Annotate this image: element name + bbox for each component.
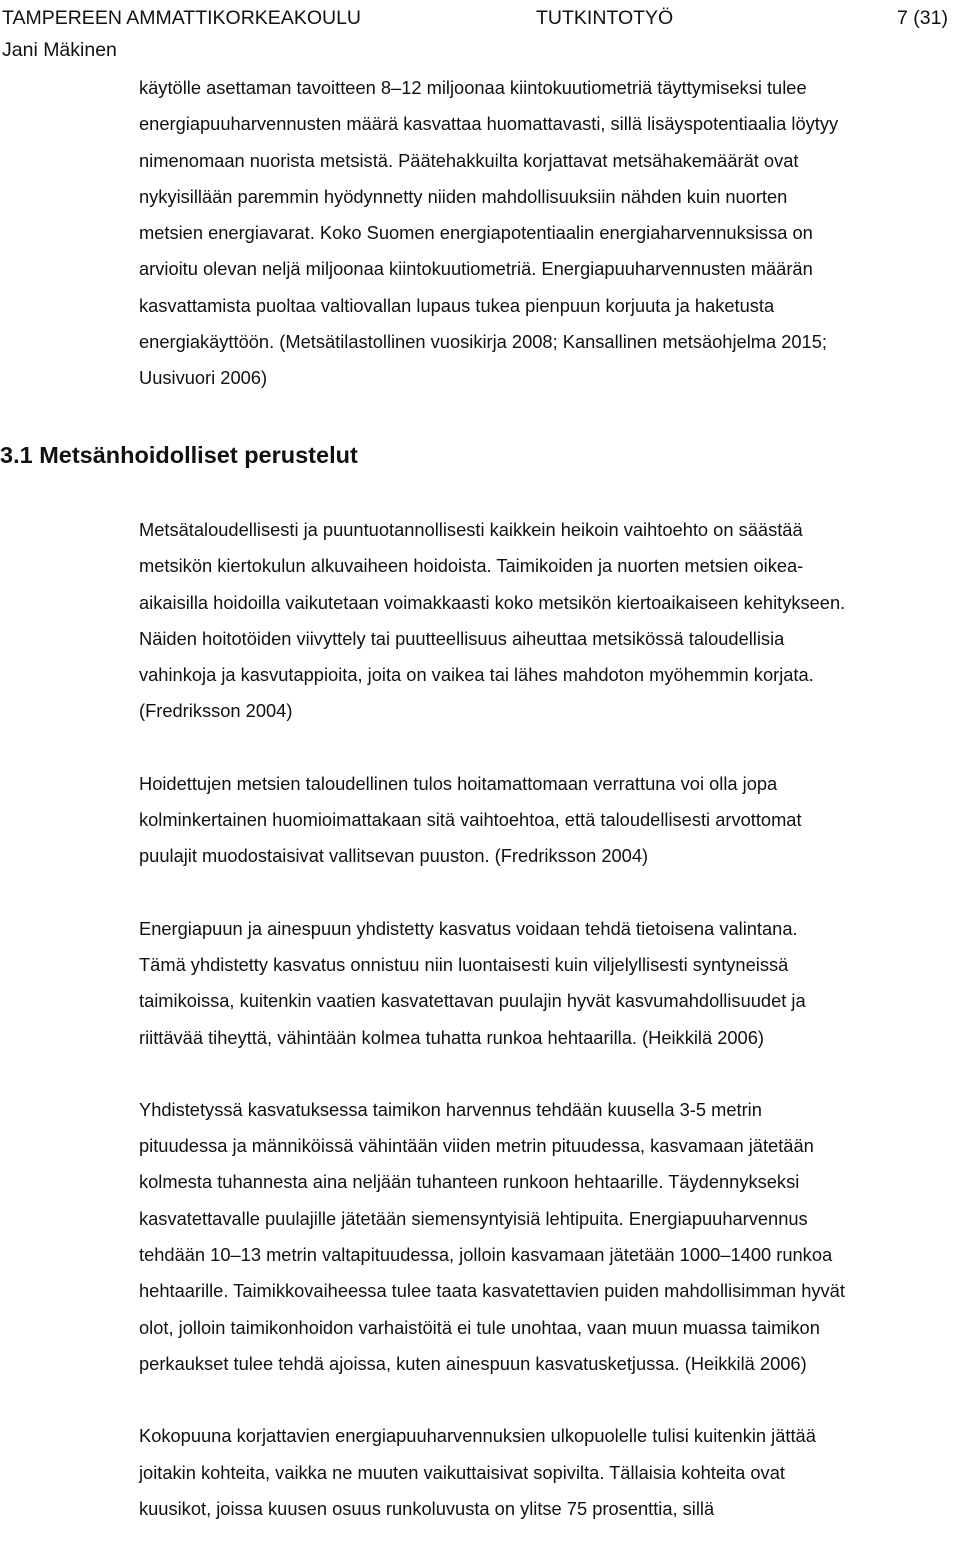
- text-line: kolminkertainen huomioimattakaan sitä vaihtoehtoa, että taloudellisesti arvottomat: [139, 809, 802, 831]
- text-line: tehdään 10–13 metrin valtapituudessa, jolloin kasvamaan jätetään 1000–1400 runkoa: [139, 1244, 833, 1266]
- text-line: aikaisilla hoidoilla vaikutetaan voimakkaasti koko metsikön kiertoaikaiseen kehitykseen.: [139, 591, 846, 613]
- text-line: nimenomaan nuorista metsistä. Päätehakkuilta korjattavat metsähakemäärät ovat: [139, 149, 799, 171]
- intro-paragraph: [139, 70, 954, 397]
- text-line: Näiden hoitotöiden viivyttely tai puutteellisuus aiheuttaa metsikössä taloudellisia: [139, 627, 785, 649]
- text-line: perkaukset tulee tehdä ajoissa, kuten ainespuun kasvatusketjussa. (Heikkilä 2006): [139, 1352, 807, 1374]
- header-row: [2, 2, 958, 34]
- text-line: energiapuuharvennusten määrä kasvattaa huomattavasti, sillä lisäyspotentiaalia löytyy: [139, 113, 839, 135]
- text-line: kuusikot, joissa kuusen osuus runkoluvusta on ylitse 75 prosenttia, sillä: [139, 1497, 715, 1519]
- text-line: (Fredriksson 2004): [139, 700, 293, 722]
- text-line: hehtaarille. Taimikkovaiheessa tulee taata kasvatettavien puiden mahdollisimman hyvät: [139, 1280, 845, 1302]
- document-type: TUTKINTOTYÖ: [536, 7, 674, 29]
- text-line: energiakäyttöön. (Metsätilastollinen vuosikirja 2008; Kansallinen metsäohjelma 2015;: [139, 331, 827, 353]
- section-paragraph: [139, 1092, 954, 1382]
- text-line: kasvattamista puoltaa valtiovallan lupaus tukea pienpuun korjuuta ja haketusta: [139, 294, 775, 316]
- page-header: [2, 2, 958, 61]
- text-line: riittävää tiheyttä, vähintään kolmea tuhatta runkoa hehtaarilla. (Heikkilä 2006): [139, 1026, 764, 1048]
- section-heading: 3.1 Metsänhoidolliset perustelut: [0, 442, 358, 468]
- section-paragraph: [139, 766, 954, 875]
- section-paragraph: [139, 911, 954, 1056]
- text-line: nykyisillään paremmin hyödynnetty niiden mahdollisuuksiin nähden kuin nuorten: [139, 185, 788, 207]
- text-line: kolmesta tuhannesta aina neljään tuhanteen runkoon hehtaarille. Täydennykseksi: [139, 1171, 800, 1193]
- text-line: metsikön kiertokulun alkuvaiheen hoidoista. Taimikoiden ja nuorten metsien oikea-: [139, 555, 804, 577]
- text-line: Metsätaloudellisesti ja puuntuotannollisesti kaikkein heikoin vaihtoehto on säästää: [139, 519, 803, 540]
- text-line: metsien energiavarat. Koko Suomen energiapotentiaalin energiaharvennuksissa on: [139, 222, 813, 244]
- text-line: taimikoissa, kuitenkin vaatien kasvatettavan puulajin hyvät kasvumahdollisuudet ja: [139, 990, 806, 1012]
- intro-block: [139, 70, 954, 397]
- text-line: pituudessa ja männiköissä vähintään viiden metrin pituudessa, kasvamaan jätetään: [139, 1135, 814, 1157]
- text-line: puulajit muodostaisivat vallitsevan puuston. (Fredriksson 2004): [139, 845, 649, 867]
- text-line: käytölle asettaman tavoitteen 8–12 miljoonaa kiintokuutiometriä täyttymiseksi tulee: [139, 77, 807, 98]
- section-body: [139, 512, 954, 1563]
- text-line: kasvatettavalle puulajille jätetään siemensyntyisiä lehtipuita. Energiapuuharvennus: [139, 1207, 808, 1229]
- text-line: Energiapuun ja ainespuun yhdistetty kasvatus voidaan tehdä tietoisena valintana.: [139, 917, 798, 939]
- text-line: Tämä yhdistetty kasvatus onnistuu niin luontaisesti kuin viljelyllisesti syntyneissä: [139, 953, 789, 975]
- text-line: joitakin kohteita, vaikka ne muuten vaikuttaisivat sopivilta. Tällaisia kohteita ovat: [139, 1461, 785, 1483]
- text-line: Yhdistetyssä kasvatuksessa taimikon harvennus tehdään kuusella 3-5 metrin: [139, 1098, 762, 1120]
- text-line: olot, jolloin taimikonhoidon varhaistöitä ei tule unohtaa, vaan muun muassa taimikon: [139, 1316, 820, 1338]
- text-line: Uusivuori 2006): [139, 367, 268, 389]
- school-name: TAMPEREEN AMMATTIKORKEAKOULU: [2, 7, 361, 29]
- section-paragraph: [139, 512, 954, 730]
- text-line: Kokopuuna korjattavien energiapuuharvennuksien ulkopuolelle tulisi kuitenkin jättää: [139, 1425, 816, 1447]
- page-number: 7 (31): [897, 7, 948, 29]
- section-paragraph: [139, 1418, 954, 1527]
- text-line: arvioitu olevan neljä miljoonaa kiintokuutiometriä. Energiapuuharvennusten määrän: [139, 258, 813, 280]
- text-line: Hoidettujen metsien taloudellinen tulos hoitamattomaan verrattuna voi olla jopa: [139, 772, 778, 794]
- text-line: vahinkoja ja kasvutappioita, joita on vaikea tai lähes mahdoton myöhemmin korjata.: [139, 664, 814, 686]
- author-name: Jani Mäkinen: [2, 39, 117, 61]
